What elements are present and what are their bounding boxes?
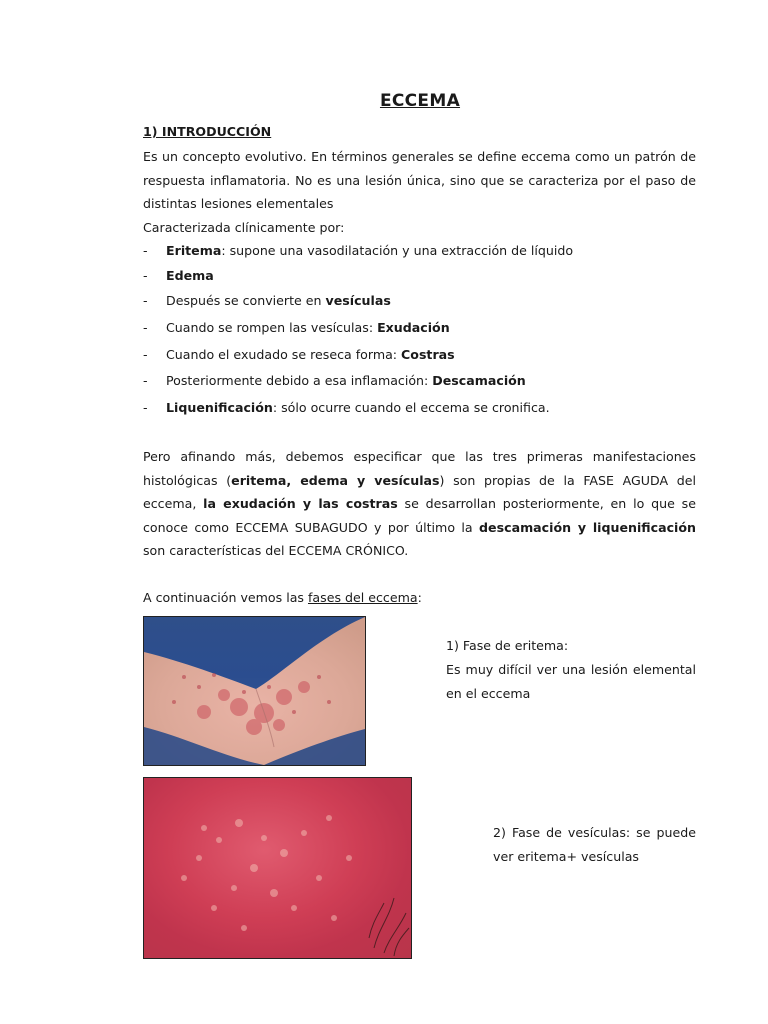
term-eritema: Eritema <box>166 243 222 258</box>
eritema-photo <box>143 616 366 766</box>
term-liquenificacion: Liquenificación <box>166 400 273 415</box>
bullet-dash: - <box>143 320 148 335</box>
figure-caption-1-text: Es muy difícil ver una lesión elemental en el eccema <box>446 662 696 701</box>
liquenificacion-description: : sólo ocurre cuando el eccema se cronifica. <box>272 400 550 415</box>
exudacion-description: Cuando se rompen las vesículas: <box>166 320 378 335</box>
bullet-dash: - <box>143 243 148 258</box>
bullet-dash: - <box>143 347 148 362</box>
figure-caption-2-text: 2) Fase de vesículas: se puede ver eritema+ vesículas <box>493 825 696 864</box>
bullet-dash: - <box>143 400 148 415</box>
phases-link-text: fases del eccema <box>307 590 418 605</box>
clinical-lead-text: Caracterizada clínicamente por: <box>143 220 345 235</box>
vesiculas-description: Después se convierte en <box>166 293 326 308</box>
figure-caption-2 <box>493 821 696 869</box>
acute-terms: eritema, edema y vesículas <box>231 472 440 488</box>
vesiculas-photo <box>143 777 412 959</box>
term-vesiculas: vesículas <box>325 293 391 308</box>
paragraph-text: son características del ECCEMA CRÓNICO. <box>143 543 409 558</box>
eritema-photo-illustration <box>144 617 365 765</box>
intro-paragraph: Es un concepto evolutivo. En términos generales se define eccema como un patrón de respuesta inflamatoria. No es una lesión única, sino que se caracteriza por el paso de distintas lesiones elementales <box>143 149 696 211</box>
paragraph-text: Pero afinando más, debemos especificar que las tres primeras manifestaciones histológicas ( <box>143 449 696 488</box>
vesiculas-photo-illustration <box>144 778 411 958</box>
term-descamacion: Descamación <box>432 373 526 388</box>
paragraph-text: se desarrollan posteriormente, en lo que se conoce como ECCEMA SUBAGUDO y por último la <box>143 496 696 535</box>
chronic-terms: descamación y liquenificación <box>479 519 696 535</box>
term-edema: Edema <box>166 268 214 283</box>
page-title: ECCEMA <box>379 91 461 111</box>
phases-intro-text: A continuación vemos las <box>143 590 308 605</box>
section-heading-introduccion: 1) INTRODUCCIÓN <box>143 124 272 139</box>
bullet-dash: - <box>143 293 148 308</box>
subacute-terms: la exudación y las costras <box>203 496 398 511</box>
phases-intro-colon: : <box>417 590 422 605</box>
figure-caption-1-title: 1) Fase de eritema: <box>446 638 569 653</box>
phases-intro-line <box>143 590 422 605</box>
paragraph-text: ) son propias de la FASE AGUDA del eccema, <box>143 472 696 511</box>
descamacion-description: Posteriormente debido a esa inflamación: <box>166 373 433 388</box>
phases-explanation-paragraph <box>143 445 696 563</box>
eritema-description: : supone una vasodilatación y una extracción de líquido <box>221 243 574 258</box>
bullet-dash: - <box>143 373 148 388</box>
term-exudacion: Exudación <box>377 320 450 335</box>
bullet-dash: - <box>143 268 148 283</box>
figure-caption-1 <box>446 634 696 706</box>
term-costras: Costras <box>401 347 455 362</box>
costras-description: Cuando el exudado se reseca forma: <box>166 347 402 362</box>
